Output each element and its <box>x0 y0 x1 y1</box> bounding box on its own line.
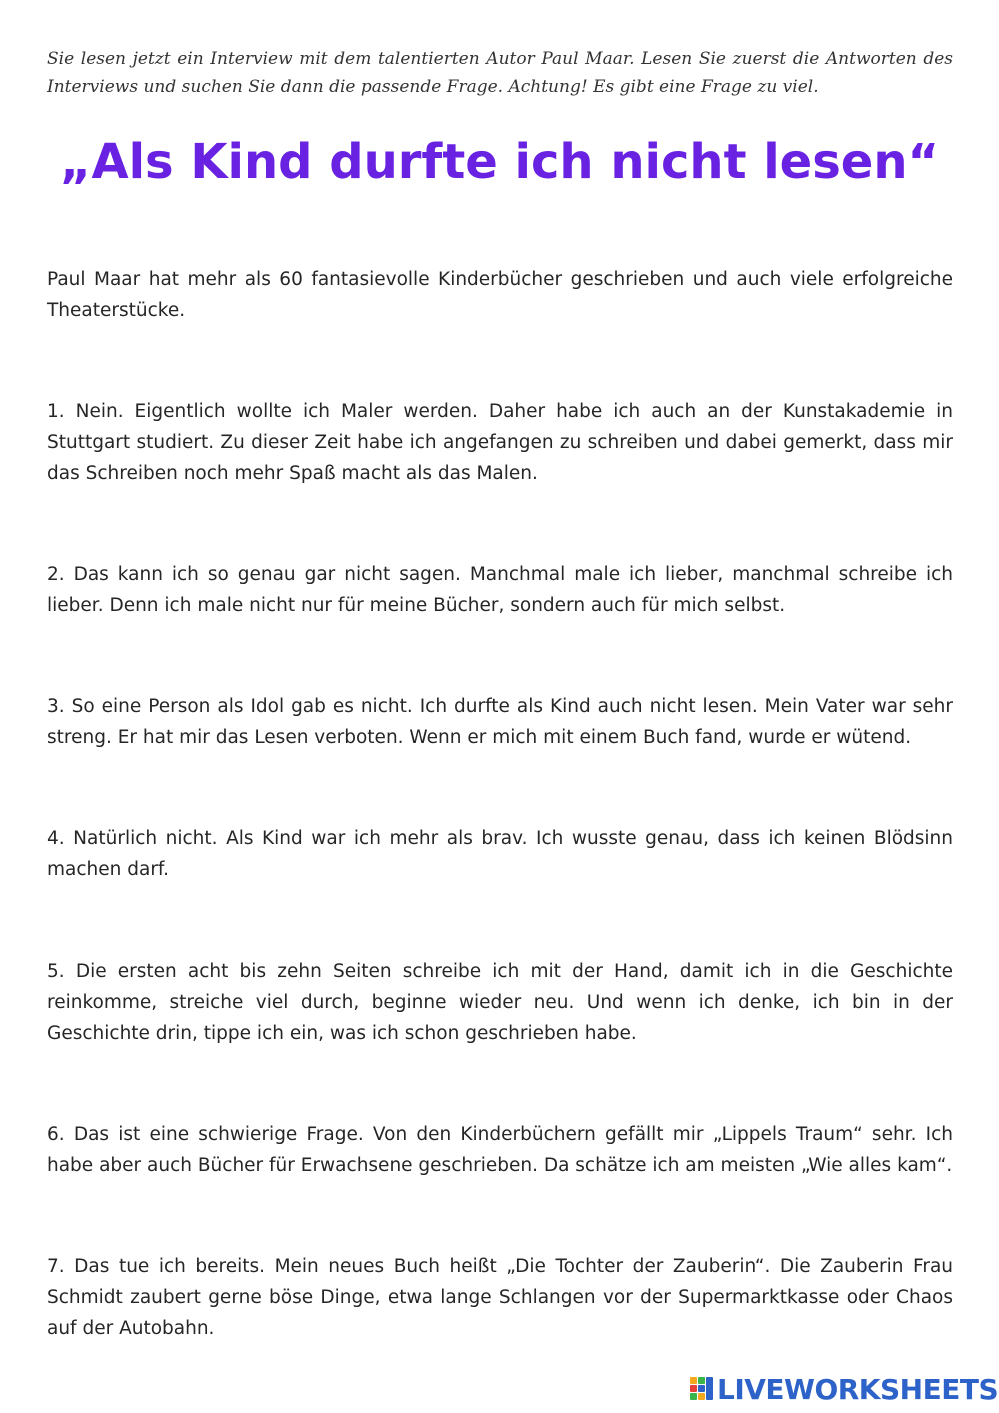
liveworksheets-logo-icon <box>690 1375 714 1403</box>
answer-5: 5. Die ersten acht bis zehn Seiten schreibe ich mit der Hand, damit ich in die Geschichte reinkomme, streiche viel durch, beginne wieder neu. Und wenn ich denke, ich bin in der Geschichte drin, tippe ich ein, was ich schon geschrieben habe. <box>47 961 953 1044</box>
lead-paragraph: Paul Maar hat mehr als 60 fantasievolle Kinderbücher geschrieben und auch viele erfolgreiche Theaterstücke. <box>47 269 953 321</box>
answer-2: 2. Das kann ich so genau gar nicht sagen. Manchmal male ich lieber, manchmal schreibe ich lieber. Denn ich male nicht nur für meine Bücher, sondern auch für mich selbst. <box>47 564 953 616</box>
page-title: „Als Kind durfte ich nicht lesen“ <box>59 134 940 190</box>
answer-4: 4. Natürlich nicht. Als Kind war ich mehr als brav. Ich wusste genau, dass ich keinen Blödsinn machen darf. <box>47 828 953 880</box>
liveworksheets-logo-text: LIVEWORKSHEETS <box>717 1372 999 1406</box>
answer-7: 7. Das tue ich bereits. Mein neues Buch heißt „Die Tochter der Zauberin“. Die Zauberin Frau Schmidt zaubert gerne böse Dinge, etwa lange Schlangen vor der Supermarktkasse oder Chaos auf der Autobahn. <box>47 1256 953 1339</box>
liveworksheets-logo <box>690 1372 998 1406</box>
answer-1: 1. Nein. Eigentlich wollte ich Maler werden. Daher habe ich auch an der Kunstakademie in Stuttgart studiert. Zu dieser Zeit habe ich angefangen zu schreiben und dabei gemerkt, dass mir das Schreiben noch mehr Spaß macht als das Malen. <box>47 401 953 484</box>
answer-6: 6. Das ist eine schwierige Frage. Von den Kinderbüchern gefällt mir „Lippels Traum“ sehr. Ich habe aber auch Bücher für Erwachsene geschrieben. Da schätze ich am meisten „Wie alles kam“. <box>47 1124 953 1176</box>
instructions-text: Sie lesen jetzt ein Interview mit dem talentierten Autor Paul Maar. Lesen Sie zuerst die Antworten des Interviews und suchen Sie dann die passende Frage. Achtung! Es gibt eine Frage zu viel. <box>47 49 953 97</box>
answer-3: 3. So eine Person als Idol gab es nicht. Ich durfte als Kind auch nicht lesen. Mein Vater war sehr streng. Er hat mir das Lesen verboten. Wenn er mich mit einem Buch fand, wurde er wütend. <box>47 696 953 748</box>
